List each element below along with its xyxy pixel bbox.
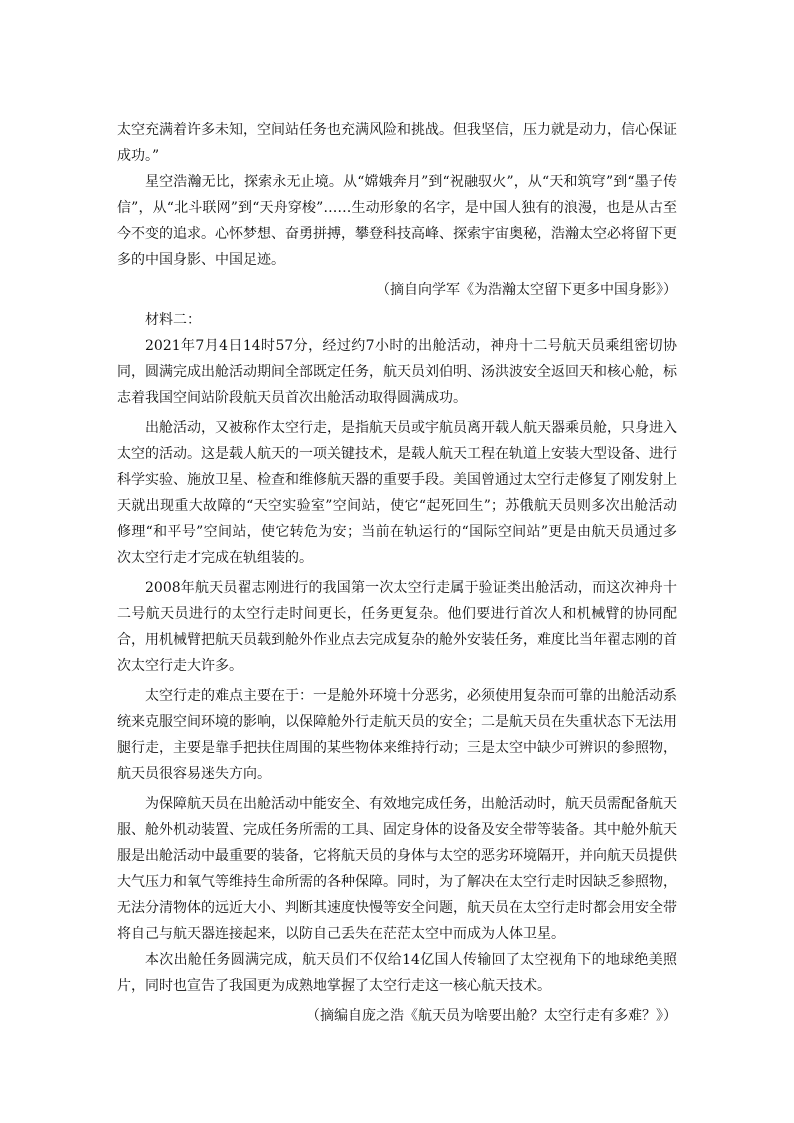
material1-source: （摘自向学军《为浩瀚太空留下更多中国身影》）: [376, 282, 677, 298]
material2-paragraph-2: 出舱活动，又被称作太空行走，是指航天员或宇航员离开载人航天器乘员舱，只身进入太空的活动。这是载人航天的一项关键技术，是载人航天工程在轨道上安装大型设备、进行科学实验、施放卫星、检查和维修航天器的重要手段。美国曾通过太空行走修复了刚发射上天就出现重大故障的“天空实验室”空间站，使它“起死回生”；苏俄航天员则多次出舱活动修理“和平号”空间站，使它转危为安；当前在轨运行的“国际空间站”更是由航天员通过多次太空行走才完成在轨组装的。: [117, 420, 677, 566]
material1-continued-paragraph: 太空充满着许多未知，空间站任务也充满风险和挑战。但我坚信，压力就是动力，信心保证成功。”: [117, 122, 677, 164]
material2-paragraph-5: 为保障航天员在出舱活动中能安全、有效地完成任务，出舱活动时，航天员需配备航天服、舱外机动装置、完成任务所需的工具、固定身体的设备及安全带等装备。其中舱外航天服是出舱活动中最重要的装备，它将航天员的身体与太空的恶劣环境隔开，并向航天员提供大气压力和氧气等维持生命所需的各种保障。同时，为了解决在太空行走时因缺乏参照物，无法分清物体的远近大小、判断其速度快慢等安全问题，航天员在太空行走时都会用安全带将自己与航天器连接起来，以防自己丢失在茫茫太空中而成为人体卫星。: [117, 796, 677, 942]
material2-paragraph-3: 2008年航天员翟志刚进行的我国第一次太空行走属于验证类出舱活动，而这次神舟十二号航天员进行的太空行走时间更长，任务更复杂。他们要进行首次人和机械臂的协同配合，用机械臂把航天员载到舱外作业点去完成复杂的舱外安装任务，难度比当年翟志刚的首次太空行走大许多。: [117, 580, 677, 674]
material2-paragraph-1: 2021年7月4日14时57分，经过约7小时的出舱活动，神舟十二号航天员乘组密切协同，圆满完成出舱活动期间全部既定任务，航天员刘伯明、汤洪波安全返回天和核心舱，标志着我国空间站阶段航天员首次出舱活动取得圆满成功。: [117, 338, 677, 406]
material2-source: （摘编自庞之浩《航天员为啥要出舱？太空行走有多难？》）: [306, 1008, 677, 1024]
material2-heading: 材料二：: [145, 312, 201, 328]
material1-closing-paragraph: 星空浩瀚无比，探索永无止境。从“嫦娥奔月”到“祝融驭火”，从“天和筑穹”到“墨子传信”，从“北斗联网”到“天舟穿梭”……生动形象的名字，是中国人独有的浪漫，也是从古至今不变的追求。心怀梦想、奋勇拼搏，攀登科技高峰、探索宇宙奥秘，浩瀚太空必将留下更多的中国身影、中国足迹。: [117, 174, 677, 268]
material2-paragraph-4: 太空行走的难点主要在于：一是舱外环境十分恶劣，必须使用复杂而可靠的出舱活动系统来克服空间环境的影响，以保障舱外行走航天员的安全；二是航天员在失重状态下无法用腿行走，主要是靠手把扶住周围的某些物体来维持行动；三是太空中缺少可辨识的参照物，航天员很容易迷失方向。: [117, 688, 677, 782]
document-page: [117, 117, 677, 1029]
material2-paragraph-6: 本次出舱任务圆满完成，航天员们不仅给14亿国人传输回了太空视角下的地球绝美照片，同时也宣告了我国更为成熟地掌握了太空行走这一核心航天技术。: [117, 952, 677, 994]
